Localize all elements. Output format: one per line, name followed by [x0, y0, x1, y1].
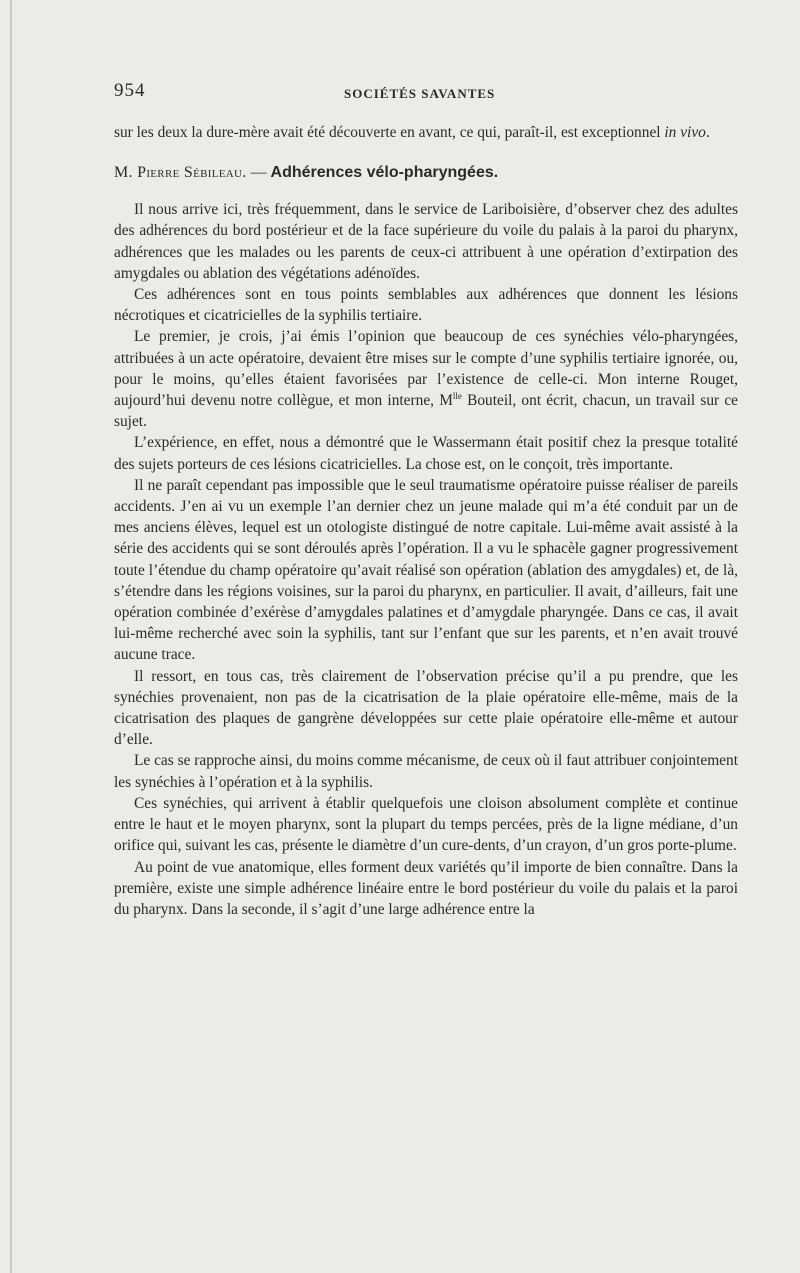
intro-paragraph: [114, 122, 738, 143]
paragraph-2: Ces adhérences sont en tous points semblables aux adhérences que donnent les lésions nécrotiques et cicatricielles de la syphilis tertiaire.: [114, 286, 738, 325]
section-title: Adhérences vélo-pharyngées.: [270, 164, 499, 182]
paragraph-1: Il nous arrive ici, très fréquemment, dans le service de Lariboisière, d’observer chez des adultes des adhérences du bord postérieur et de la face supérieure du voile du palais à la paroi du pharynx, adhérences que les malades ou les parents de ceux-ci attribuent à une opération d’extirpation des amygdales ou ablation des végétations adénoïdes.: [114, 201, 738, 282]
paragraph-3-text: Le premier, je crois, j’ai émis l’opinion que beaucoup de ces synéchies vélo-pharyngées, attribuées à un acte opératoire, devaient être mises sur le compte d’une syphilis tertiaire ignorée, ou, pour le moins, qu’elles étaient favorisées par l’existence de celle-ci. Mon interne Rouget, aujourd’hui devenu notre collègue, et mon interne, M: [114, 328, 738, 410]
running-head: SOCIÉTÉS SAVANTES: [344, 86, 496, 101]
section-heading: [114, 162, 738, 184]
intro-end: .: [705, 124, 710, 141]
paragraph-7: Le cas se rapproche ainsi, du moins comme mécanisme, de ceux où il faut attribuer conjointement les synéchies à l’opération et à la syphilis.: [114, 752, 738, 791]
page-header: [114, 80, 738, 106]
paragraph-6: Il ressort, en tous cas, très clairement de l’observation précise qu’il a pu prendre, que les synéchies provenaient, non pas de la cicatrisation de la plaie opératoire elle-même, mais de la cicatrisation des plaques de gangrène développées sur cette plaie opératoire elle-même et autour d’elle.: [114, 667, 738, 749]
paragraph-9: Au point de vue anatomique, elles forment deux variétés qu’il importe de bien connaître. Dans la première, existe une simple adhérence linéaire entre le bord postérieur du voile du palais et la paroi du pharynx. Dans la seconde, il s’agit d’une large adhérence entre la: [114, 858, 738, 918]
paragraph-3: [114, 326, 738, 432]
paragraph-8: Ces synéchies, qui arrivent à établir quelquefois une cloison absolument complète et continue entre le haut et le moyen pharynx, sont la plupart du temps percées, près de la ligne médiane, d’un orifice qui, suivant les cas, présente le diamètre d’un cure-dents, d’un crayon, d’un gros porte-plume.: [114, 794, 738, 855]
intro-text: sur les deux la dure-mère avait été découverte en avant, ce qui, paraît-il, est exceptionnel: [114, 124, 665, 141]
section-author: M. Pierre Sébileau.: [114, 164, 247, 182]
paragraph-3-sup: lle: [452, 390, 462, 401]
section-dash: —: [246, 164, 271, 182]
paragraph-5: Il ne paraît cependant pas impossible que le seul traumatisme opératoire puisse réaliser de pareils accidents. J’en ai vu un exemple l’an dernier chez un jeune malade qui m’a été conduit par un de mes anciens élèves, lequel est un otologiste distingué de notre capitale. Lui-même avait assisté à la série des accidents qui se sont déroulés après l’opération. Il a vu le sphacèle gagner progressivement toute l’étendue du champ opératoire qu’avait réalisé son opération (ablation des amygdales) et, de là, s’étendre dans les régions voisines, sur la paroi du pharynx, en particulier. Il avait, d’ailleurs, fait une opération combinée d’exérèse d’amygdales palatines et d’amygdale pharyngée. Dans ce cas, il avait lui-même recherché avec soin la syphilis, tant sur l’enfant que sur les parents, et n’en avait trouvé aucune trace.: [114, 476, 738, 664]
page: [114, 80, 738, 920]
body-text: [114, 122, 738, 920]
paragraph-3-end: Bouteil, ont écrit, chacun, un travail sur ce sujet.: [114, 392, 738, 431]
binding-edge: [10, 0, 12, 1273]
page-number: 954: [114, 80, 146, 101]
paragraph-4: L’expérience, en effet, nous a démontré que le Wassermann était positif chez la presque totalité des sujets porteurs de ces lésions cicatricielles. La chose est, on le conçoit, très importante.: [114, 434, 738, 473]
intro-emphasis: in vivo: [664, 124, 706, 141]
